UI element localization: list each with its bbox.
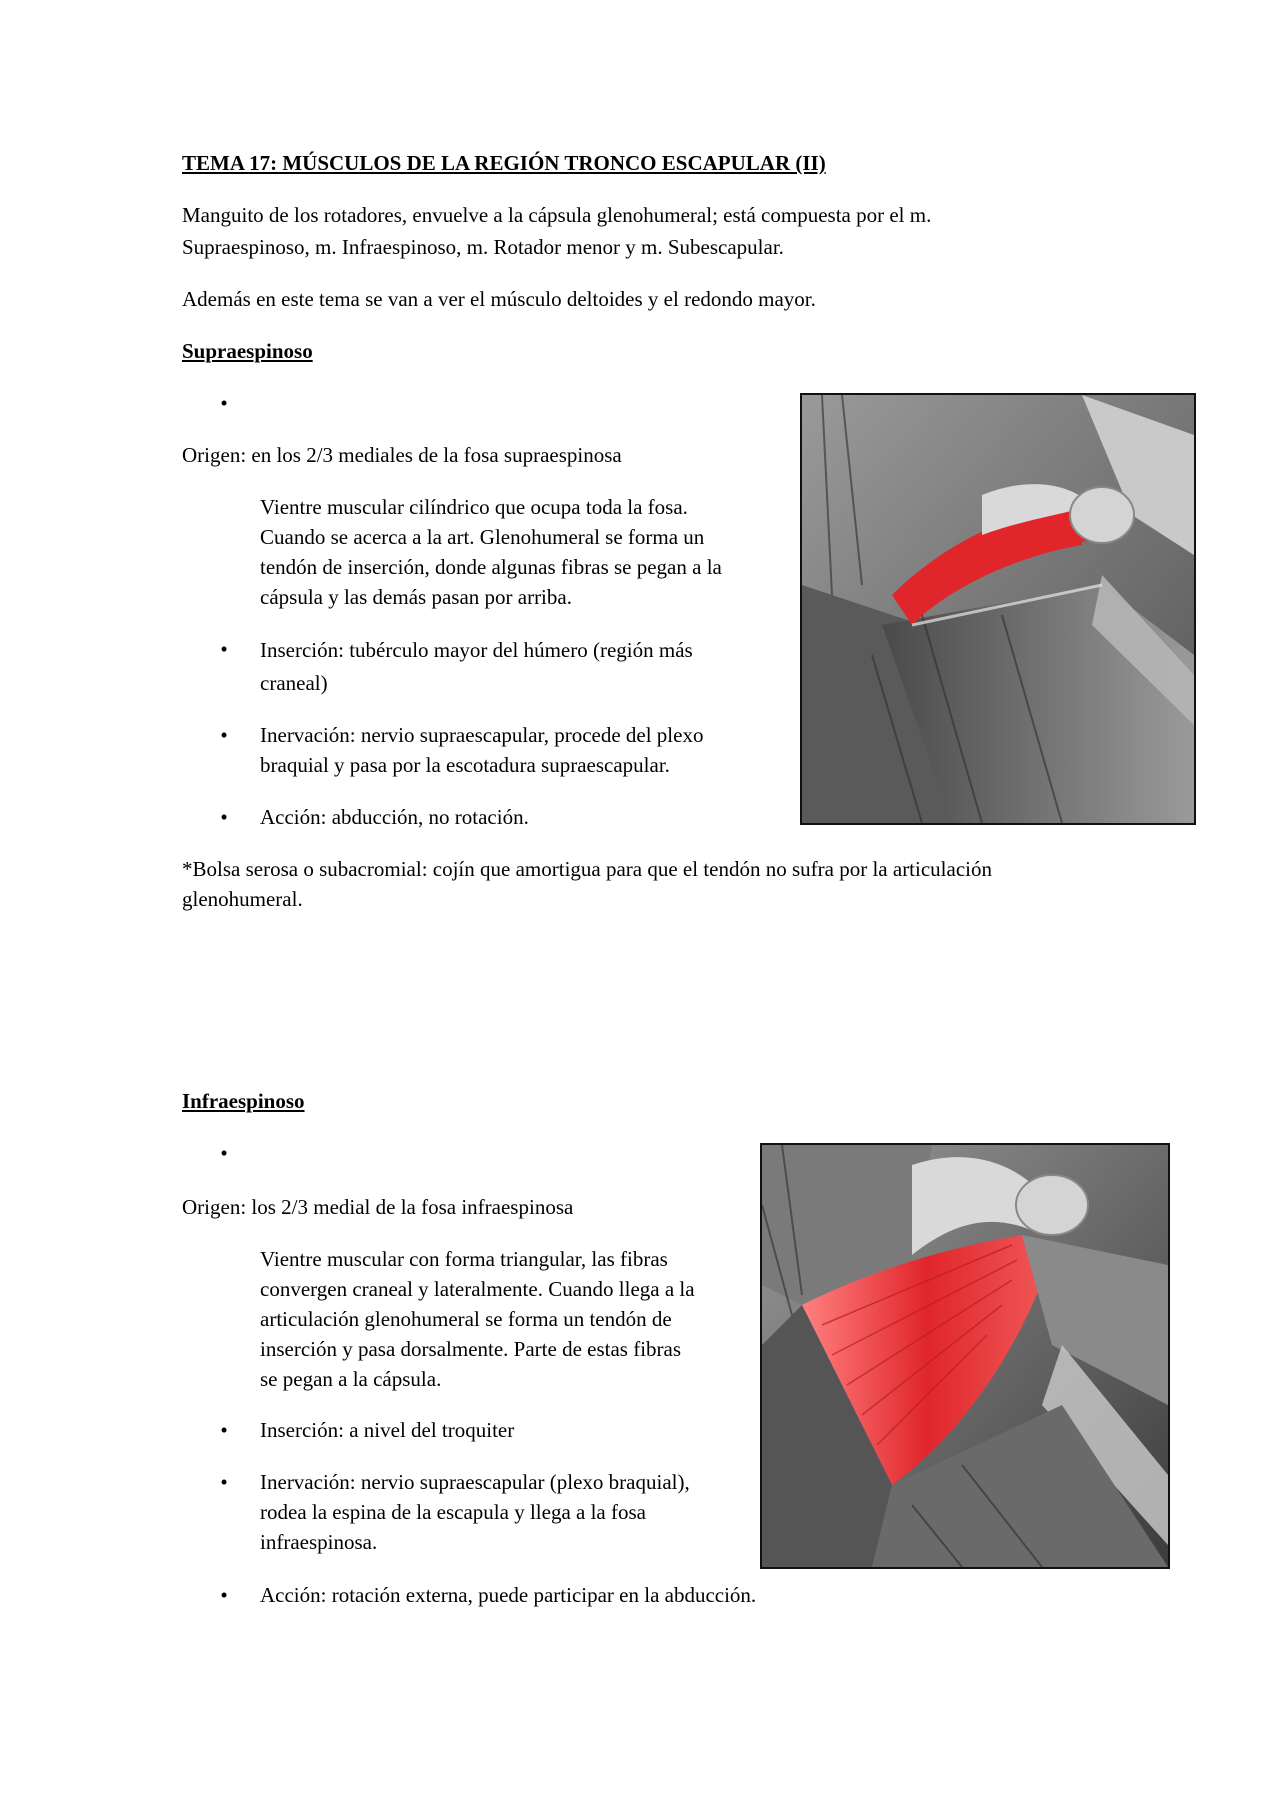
supra-origen: Origen: en los 2/3 mediales de la fosa supraespinosa	[182, 443, 622, 467]
supra-vientre-line-2: Cuando se acerca a la art. Glenohumeral se forma un	[260, 525, 705, 549]
bullet-infra-accion: •	[220, 1583, 228, 1607]
supra-nota-line-1: *Bolsa serosa o subacromial: cojín que amortigua para que el tendón no sufra por la articulación	[182, 857, 992, 881]
intro-line-2: Supraespinoso, m. Infraespinoso, m. Rotador menor y m. Subescapular.	[182, 235, 784, 259]
infra-inervacion	[260, 1467, 690, 1557]
infra-vientre-line-5: se pegan a la cápsula.	[260, 1367, 442, 1391]
infra-vientre-line-1: Vientre muscular con forma triangular, las fibras	[260, 1247, 668, 1271]
supra-insercion-line-1: Inserción: tubérculo mayor del húmero (región más	[260, 638, 693, 662]
infra-accion: Acción: rotación externa, puede participar en la abducción.	[260, 1583, 757, 1607]
bullet-empty-infra: •	[220, 1141, 228, 1165]
supra-accion: Acción: abducción, no rotación.	[260, 805, 529, 829]
infra-vientre-line-3: articulación glenohumeral se forma un tendón de	[260, 1307, 672, 1331]
supra-vientre-line-1: Vientre muscular cilíndrico que ocupa toda la fosa.	[260, 495, 688, 519]
bullet-supra-accion: •	[220, 805, 228, 829]
supra-insercion-line-2: craneal)	[260, 671, 328, 695]
infra-vientre-line-4: inserción y pasa dorsalmente. Parte de estas fibras	[260, 1337, 682, 1361]
bullet-infra-insercion: •	[220, 1418, 228, 1442]
infra-inervacion-line-3: infraespinosa.	[260, 1530, 378, 1554]
supra-vientre-line-3: tendón de inserción, donde algunas fibras se pegan a la	[260, 555, 722, 579]
infraespinoso-illustration	[762, 1145, 1168, 1567]
supra-nota	[182, 854, 992, 914]
intro-line-3: Además en este tema se van a ver el músculo deltoides y el redondo mayor.	[182, 287, 816, 311]
infra-insercion: Inserción: a nivel del troquiter	[260, 1418, 515, 1442]
infra-origen: Origen: los 2/3 medial de la fosa infraespinosa	[182, 1195, 574, 1219]
infraespinoso-anatomy-figure	[760, 1143, 1170, 1569]
supra-inervacion-line-2: braquial y pasa por la escotadura supraescapular.	[260, 753, 670, 777]
supra-insercion	[260, 634, 693, 700]
supraespinoso-anatomy-figure	[800, 393, 1196, 825]
bullet-supra-insercion: •	[220, 637, 228, 661]
supra-vientre	[260, 492, 722, 612]
supra-inervacion	[260, 720, 703, 780]
infra-inervacion-line-1: Inervación: nervio supraescapular (plexo braquial),	[260, 1470, 690, 1494]
bullet-infra-inervacion: •	[220, 1470, 228, 1494]
bullet-supra-inervacion: •	[220, 723, 228, 747]
infra-vientre	[260, 1244, 695, 1394]
page-title: TEMA 17: MÚSCULOS DE LA REGIÓN TRONCO ESCAPULAR (II)	[182, 151, 826, 175]
supra-inervacion-line-1: Inervación: nervio supraescapular, procede del plexo	[260, 723, 704, 747]
infra-vientre-line-2: convergen craneal y lateralmente. Cuando llega a la	[260, 1277, 695, 1301]
supra-vientre-line-4: cápsula y las demás pasan por arriba.	[260, 585, 572, 609]
intro-line-1: Manguito de los rotadores, envuelve a la cápsula glenohumeral; está compuesta por el m.	[182, 203, 932, 227]
infra-inervacion-line-2: rodea la espina de la escapula y llega a la fosa	[260, 1500, 646, 1524]
supraespinoso-illustration	[802, 395, 1194, 823]
section-heading-supraespinoso: Supraespinoso	[182, 339, 313, 363]
bullet-empty-supra: •	[220, 391, 228, 415]
supra-nota-line-2: glenohumeral.	[182, 887, 303, 911]
section-heading-infraespinoso: Infraespinoso	[182, 1089, 305, 1113]
